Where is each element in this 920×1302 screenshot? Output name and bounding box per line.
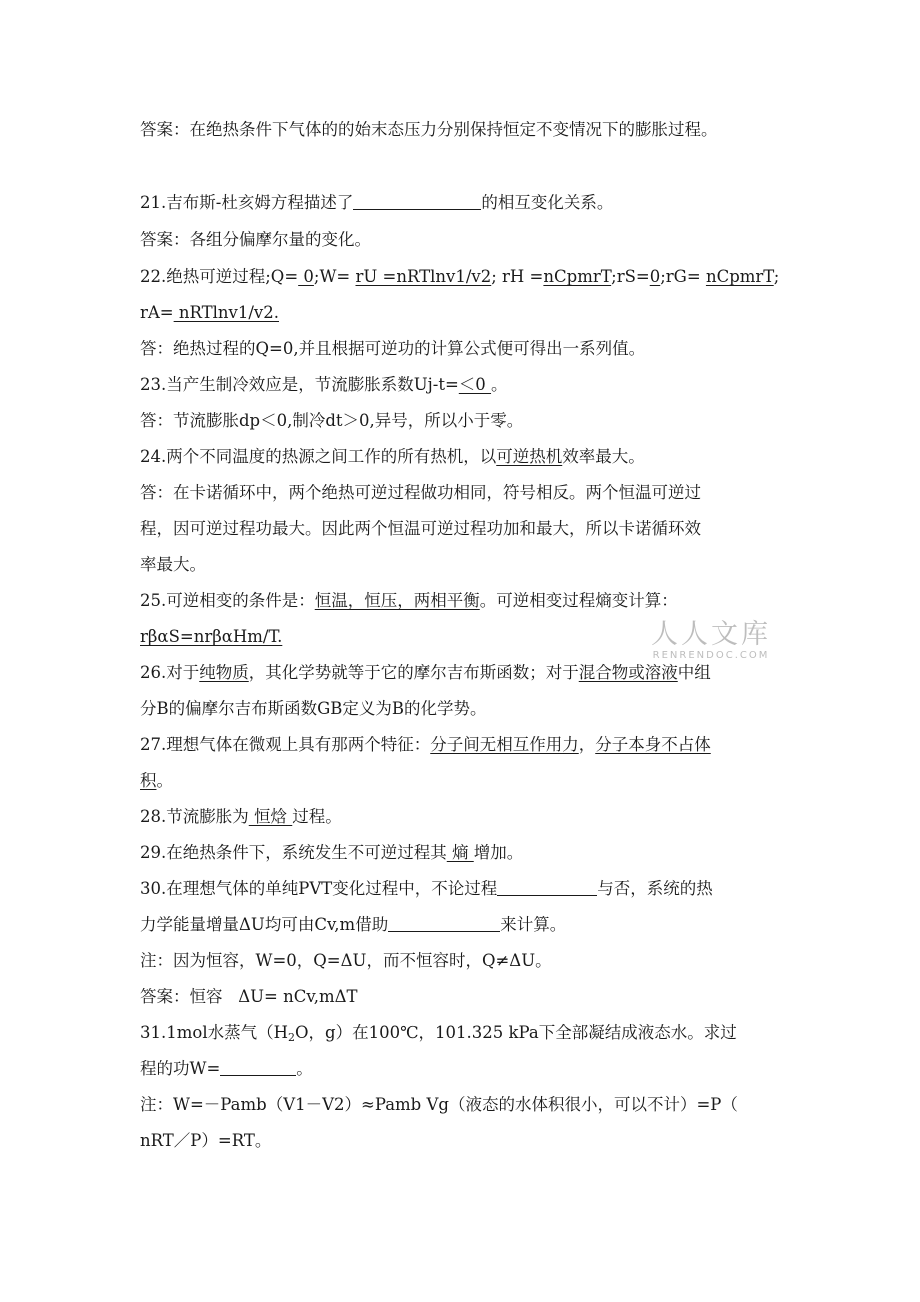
question-24	[140, 446, 780, 468]
question-27-text: 27.理想气体在微观上具有那两个特征：	[140, 735, 431, 754]
answer-30-text: 答案：恒容 ΔU= nCv,mΔT	[140, 987, 358, 1006]
question-30-text: 30.在理想气体的单纯PVT变化过程中，不论过程	[140, 879, 498, 898]
note-31-text: nRT／P）=RT。	[140, 1131, 272, 1150]
question-30-text: 力学能量增量ΔU均可由Cv,m借助	[140, 915, 389, 934]
question-28	[140, 806, 780, 828]
question-24-text: 24.两个不同温度的热源之间工作的所有热机，以	[140, 447, 497, 466]
question-23	[140, 374, 780, 396]
question-26-answer-2: 混合物或溶液	[578, 663, 678, 682]
answer-24-text: 答：在卡诺循环中，两个绝热可逆过程做功相同，符号相反。两个恒温可逆过	[140, 483, 701, 502]
question-25-answer: 恒温，恒压，两相平衡	[314, 591, 480, 610]
question-21-text: 21.吉布斯-杜亥姆方程描述了	[140, 193, 354, 212]
question-25-formula: rβαS=nrβαHm/T.	[140, 627, 283, 646]
answer-24-text: 程，因可逆过程功最大。因此两个恒温可逆过程功加和最大，所以卡诺循环效	[140, 519, 701, 538]
answer-22-text: 答：绝热过程的Q=0,并且根据可逆功的计算公式便可得出一系列值。	[140, 339, 646, 358]
question-23-answer: ＜0	[458, 375, 492, 394]
answer-22	[140, 338, 780, 360]
note-31-line-2	[140, 1130, 780, 1152]
question-30-line-2	[140, 914, 780, 936]
question-30-line-1	[140, 878, 780, 900]
question-26-text: ，其化学势就等于它的摩尔吉布斯函数；对于	[248, 663, 579, 682]
question-22-line-2	[140, 302, 780, 324]
question-25-text: 25.可逆相变的条件是：	[140, 591, 315, 610]
q22-text: rA=	[140, 303, 174, 322]
question-21	[140, 192, 780, 214]
note-31-line-1	[140, 1094, 780, 1116]
question-27-text-end: 。	[156, 771, 173, 790]
q22-answer-H: nCpmrT	[543, 267, 612, 286]
watermark-url: RENRENDOC.COM	[652, 650, 770, 661]
q22-answer-S: 0	[649, 267, 661, 286]
question-27-answer-2-end: 积	[140, 771, 157, 790]
q22-text: ;	[773, 267, 780, 286]
fill-blank	[353, 193, 481, 210]
question-23-text-end: 。	[491, 375, 508, 394]
question-29-text-end: 增加。	[473, 843, 524, 862]
question-26-answer-1: 纯物质	[199, 663, 249, 682]
question-24-text-end: 效率最大。	[562, 447, 645, 466]
answer-23	[140, 410, 780, 432]
q22-answer-W: rU =nRTlnv1/v2	[355, 267, 492, 286]
answer-21	[140, 229, 780, 251]
question-27-line-2	[140, 770, 780, 792]
question-31-text: 程的功W=	[140, 1059, 221, 1078]
question-29-text: 29.在绝热条件下，系统发生不可逆过程其	[140, 843, 447, 862]
question-25-text-end: 。可逆相变过程熵变计算：	[479, 591, 678, 610]
note-31-text: 注：W=－Pamb（V1－V2）≈Pamb Vg（液态的水体积很小，可以不计）=P（	[140, 1095, 738, 1114]
fill-blank	[388, 915, 500, 932]
q22-answer-Q: 0	[298, 267, 314, 286]
subscript: 2	[287, 1031, 295, 1044]
question-24-answer: 可逆热机	[496, 447, 563, 466]
question-31-text: 31.1mol水蒸气（H	[140, 1023, 288, 1042]
question-21-text-end: 的相互变化关系。	[481, 193, 614, 212]
question-26-line-2	[140, 698, 780, 720]
q22-text: ;W=	[313, 267, 356, 286]
q22-text: 22.绝热可逆过程;Q=	[140, 267, 299, 286]
note-30-text: 注：因为恒容，W=0，Q=ΔU，而不恒容时，Q≠ΔU。	[140, 951, 552, 970]
fill-blank	[497, 879, 597, 896]
question-28-text: 28.节流膨胀为	[140, 807, 249, 826]
q22-text: ;rG=	[660, 267, 706, 286]
watermark-title: 人人文库	[651, 619, 771, 650]
watermark	[646, 620, 776, 668]
question-27-answer-2: 分子本身不占体	[595, 735, 711, 754]
answer-21-text: 答案：各组分偏摩尔量的变化。	[140, 230, 371, 249]
question-31-text: O，g）在100℃，101.325 kPa下全部凝结成液态水。求过	[294, 1023, 737, 1042]
question-30-text: 与否，系统的热	[597, 879, 713, 898]
question-22-line-1	[140, 266, 780, 288]
question-27-text: ，	[578, 735, 596, 754]
question-29-answer: 熵	[446, 843, 474, 862]
fill-blank	[220, 1059, 296, 1076]
answer-20	[140, 119, 780, 141]
q22-text: ; rH =	[491, 267, 544, 286]
answer-24-line-2	[140, 518, 780, 540]
answer-23-text: 答：节流膨胀dp＜0,制冷dt＞0,异号，所以小于零。	[140, 411, 524, 430]
note-30	[140, 950, 780, 972]
question-31-line-2	[140, 1058, 780, 1080]
answer-30	[140, 986, 780, 1008]
question-31-text-end: 。	[296, 1059, 313, 1078]
answer-24-line-3	[140, 554, 780, 576]
question-26-text: 分B的偏摩尔吉布斯函数GB定义为B的化学势。	[140, 699, 487, 718]
question-31-line-1	[140, 1022, 780, 1049]
question-28-answer: 恒焓	[248, 807, 293, 826]
answer-24-line-1	[140, 482, 780, 504]
question-26-text: 中组	[677, 663, 711, 682]
answer-20-text: 答案：在绝热条件下气体的的始末态压力分别保持恒定不变情况下的膨胀过程。	[140, 120, 718, 139]
question-26-text: 26.对于	[140, 663, 200, 682]
question-30-text-end: 来计算。	[500, 915, 567, 934]
answer-24-text: 率最大。	[140, 555, 206, 574]
question-29	[140, 842, 780, 864]
question-23-text: 23.当产生制冷效应是，节流膨胀系数Uj-t=	[140, 375, 459, 394]
question-28-text-end: 过程。	[292, 807, 342, 826]
question-27-line-1	[140, 734, 780, 756]
question-25-line-1	[140, 590, 780, 612]
q22-answer-G: nCpmrT	[705, 267, 774, 286]
q22-answer-A: nRTlnv1/v2.	[173, 303, 279, 322]
question-27-answer-1: 分子间无相互作用力	[430, 735, 579, 754]
q22-text: ;rS=	[611, 267, 650, 286]
